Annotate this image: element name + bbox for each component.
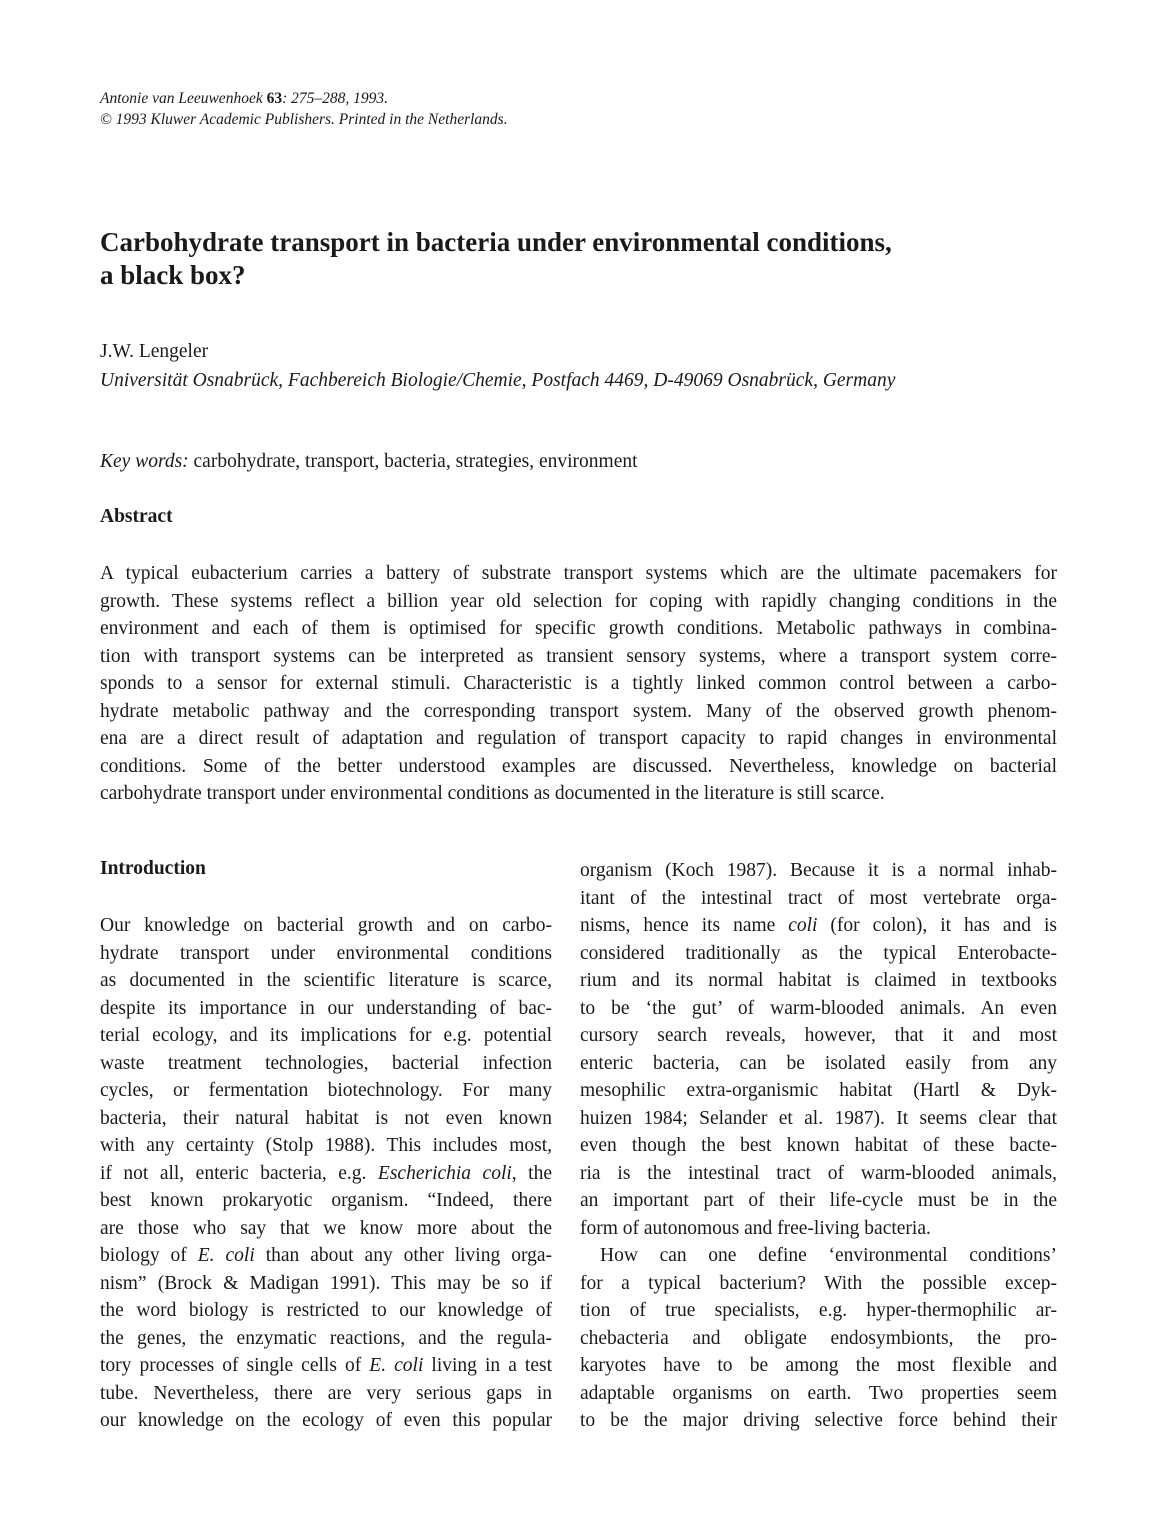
text-segment: karyotes have to be among the most flexible and (580, 1355, 1057, 1376)
keywords-label: Key words: (100, 451, 189, 472)
text-line (100, 1022, 552, 1050)
paper-title (100, 226, 1060, 292)
text-line (100, 940, 552, 968)
text-segment: hydrate transport under environmental conditions (100, 942, 552, 964)
text-segment: for a typical bacterium? With the possible excep- (580, 1272, 1057, 1294)
text-line (580, 967, 1057, 995)
text-line (580, 1132, 1057, 1160)
keywords-text: carbohydrate, transport, bacteria, strategies, environment (188, 451, 638, 472)
text-segment: hydrate metabolic pathway and the corresponding transport system. Many of the observed growth phenom- (100, 700, 1057, 722)
text-line (580, 1352, 1057, 1380)
text-line (100, 967, 552, 995)
text-segment: tory processes of single cells of (100, 1355, 370, 1376)
journal-header (100, 88, 508, 130)
text-segment: huizen 1984; Selander et al. 1987). It seems clear that (580, 1107, 1057, 1129)
text-segment: ria is the intestinal tract of warm-blooded animals, (580, 1162, 1057, 1184)
text-line (580, 1297, 1057, 1325)
text-line (100, 615, 1057, 643)
text-line (100, 1407, 552, 1435)
introduction-right-column (580, 857, 1057, 1435)
journal-name: Antonie van Leeuwenhoek (100, 90, 263, 107)
text-segment: tion of true specialists, e.g. hyper-thermophilic ar- (580, 1300, 1057, 1321)
text-segment: as documented in the scientific literature is scarce, (100, 970, 552, 991)
text-line (100, 1160, 552, 1188)
text-segment: carbohydrate transport under environmental conditions as documented in the literature is still scarce. (100, 783, 885, 804)
text-line (580, 1050, 1057, 1078)
text-segment: adaptable organisms on earth. Two properties seem (580, 1382, 1057, 1404)
italic-text: E. coli (197, 1245, 255, 1266)
text-line (580, 1380, 1057, 1408)
text-line (100, 698, 1057, 726)
text-segment: the word biology is restricted to our knowledge of (100, 1300, 552, 1321)
text-line (580, 1160, 1057, 1188)
text-line (100, 1050, 552, 1078)
italic-text: coli (788, 915, 818, 936)
text-line (580, 1407, 1057, 1435)
text-segment: even though the best known habitat of these bacte- (580, 1135, 1057, 1156)
text-segment: form of autonomous and free-living bacteria. (580, 1217, 931, 1239)
title-line: Carbohydrate transport in bacteria under environmental conditions, (100, 227, 892, 257)
text-segment: A typical eubacterium carries a battery of substrate transport systems which are the ultimate pacemakers for (100, 563, 1057, 584)
text-line (580, 1187, 1057, 1215)
text-segment: sponds to a sensor for external stimuli. Characteristic is a tightly linked common control between a carbo- (100, 673, 1057, 694)
text-segment: tube. Nevertheless, there are very serious gaps in (100, 1382, 552, 1404)
text-line (100, 995, 552, 1023)
text-segment: environment and each of them is optimised for specific growth conditions. Metabolic pathways in combina- (100, 618, 1057, 639)
text-segment: living in a test (423, 1355, 553, 1376)
text-segment: despite its importance in our understanding of bac- (100, 997, 552, 1019)
text-line (100, 912, 552, 940)
text-segment: nisms, hence its name (580, 915, 789, 936)
text-segment: nism” (Brock & Madigan 1991). This may be so if (100, 1272, 552, 1294)
text-line (100, 670, 1057, 698)
text-segment: , the (511, 1162, 552, 1184)
text-line (100, 1077, 552, 1105)
text-segment: conditions. Some of the better understood examples are discussed. Nevertheless, knowledge on bacterial (100, 755, 1057, 777)
text-line (100, 1215, 552, 1243)
text-line (580, 912, 1057, 940)
title-line: a black box? (100, 260, 246, 290)
text-segment: (for colon), it has and is (817, 915, 1057, 936)
text-segment: terial ecology, and its implications for e.g. potential (100, 1025, 552, 1046)
text-line (100, 1242, 552, 1270)
text-segment: chebacteria and obligate endosymbionts, the pro- (580, 1327, 1057, 1349)
text-segment: How can one define ‘environmental conditions’ (600, 1245, 1057, 1266)
text-segment: if not all, enteric bacteria, e.g. (100, 1162, 378, 1184)
text-line (580, 1325, 1057, 1353)
italic-text: Escherichia coli (377, 1162, 512, 1184)
text-segment: biology of (100, 1245, 198, 1266)
text-segment: are those who say that we know more about the (100, 1217, 552, 1239)
text-segment: best known prokaryotic organism. “Indeed, there (100, 1190, 552, 1211)
text-line (100, 1187, 552, 1215)
text-line (100, 753, 1057, 781)
text-segment: an important part of their life-cycle must be in the (580, 1190, 1057, 1211)
text-line (100, 1105, 552, 1133)
text-line (580, 940, 1057, 968)
text-segment: to be ‘the gut’ of warm-blooded animals. An even (580, 997, 1057, 1019)
abstract-heading: Abstract (100, 506, 173, 527)
keywords (100, 451, 638, 473)
text-line (100, 1352, 552, 1380)
text-line (580, 1105, 1057, 1133)
text-segment: considered traditionally as the typical Enterobacte- (580, 942, 1057, 964)
text-segment: itant of the intestinal tract of most vertebrate orga- (580, 887, 1057, 909)
italic-text: E. coli (369, 1355, 424, 1376)
text-segment: cursory search reveals, however, that it and most (580, 1025, 1057, 1046)
text-segment: our knowledge on the ecology of even this popular (100, 1410, 552, 1431)
text-segment: ena are a direct result of adaptation and regulation of transport capacity to rapid changes in environmental (100, 728, 1057, 749)
text-segment: waste treatment technologies, bacterial infection (100, 1052, 552, 1074)
text-line (580, 1022, 1057, 1050)
text-line (100, 1132, 552, 1160)
text-segment: cycles, or fermentation biotechnology. For many (100, 1080, 552, 1101)
text-line (100, 588, 1057, 616)
text-segment: rium and its normal habitat is claimed in textbooks (580, 970, 1057, 991)
text-line (100, 780, 1057, 808)
text-segment: Our knowledge on bacterial growth and on carbo- (100, 915, 552, 936)
text-line (100, 560, 1057, 588)
journal-pages: : 275–288, 1993. (282, 90, 388, 107)
text-line (580, 1215, 1057, 1243)
text-segment: bacteria, their natural habitat is not even known (100, 1107, 552, 1129)
introduction-left-column (100, 912, 552, 1435)
text-line (580, 885, 1057, 913)
author: J.W. Lengeler (100, 341, 209, 362)
affiliation: Universität Osnabrück, Fachbereich Biologie/Chemie, Postfach 4469, D-49069 Osnabrück, Germany (100, 370, 896, 391)
text-line (100, 1325, 552, 1353)
abstract-body (100, 560, 1057, 808)
text-line (580, 1242, 1057, 1270)
text-line (100, 1380, 552, 1408)
text-line (100, 725, 1057, 753)
text-segment: than about any other living orga- (254, 1245, 552, 1266)
introduction-heading: Introduction (100, 858, 206, 879)
text-line (100, 643, 1057, 671)
text-segment: the genes, the enzymatic reactions, and the regula- (100, 1327, 552, 1349)
text-segment: enteric bacteria, can be isolated easily from any (580, 1052, 1057, 1074)
journal-volume: 63 (266, 90, 283, 107)
text-segment: tion with transport systems can be interpreted as transient sensory systems, where a transport system corre- (100, 645, 1057, 667)
text-segment: mesophilic extra-organismic habitat (Hartl & Dyk- (580, 1080, 1057, 1101)
text-line (100, 1270, 552, 1298)
text-line (580, 857, 1057, 885)
copyright: © 1993 Kluwer Academic Publishers. Printed in the Netherlands. (100, 111, 508, 128)
text-segment: growth. These systems reflect a billion year old selection for coping with rapidly changing conditions in the (100, 590, 1057, 612)
text-segment: with any certainty (Stolp 1988). This includes most, (100, 1135, 552, 1156)
text-line (580, 995, 1057, 1023)
text-line (100, 1297, 552, 1325)
text-line (580, 1270, 1057, 1298)
text-segment: to be the major driving selective force behind their (580, 1410, 1057, 1431)
text-line (580, 1077, 1057, 1105)
text-segment: organism (Koch 1987). Because it is a normal inhab- (580, 860, 1057, 881)
